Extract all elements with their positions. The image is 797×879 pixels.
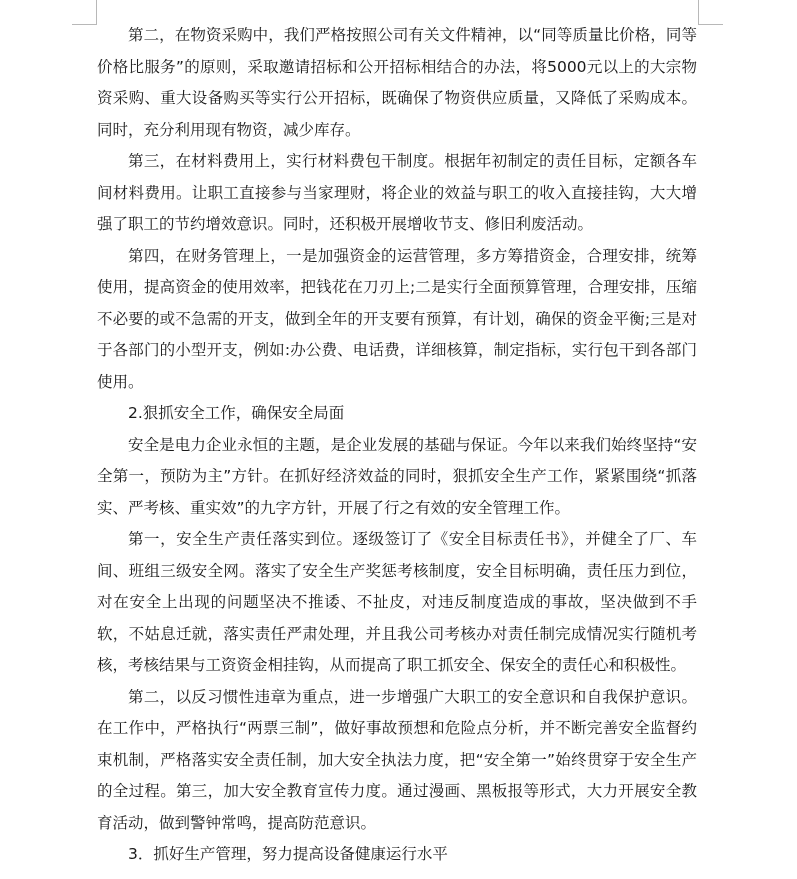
paragraph-safety-awareness: 第二，以反习惯性违章为重点，进一步增强广大职工的安全意识和自我保护意识。在工作中，严格执行“两票三制”，做好事故预想和危险点分析，并不断完善安全监督约束机制，严格落实安全责任制，加大安全执法力度，把“安全第一”始终贯穿于安全生产的全过程。第三，加大安全教育宣传力度。通过漫画、黑板报等形式，大力开展安全教育活动，做到警钟常鸣，提高防范意识。	[97, 687, 697, 832]
section-heading-safety: 2.狠抓安全工作，确保安全局面	[128, 404, 345, 422]
paragraph-material-cost: 第三，在材料费用上，实行材料费包干制度。根据年初制定的责任目标，定额各车间材料费用。让职工直接参与当家理财，将企业的效益与职工的收入直接挂钩，大大增强了职工的节约增效意识。同时，还积极开展增收节支、修旧利废活动。	[97, 152, 697, 233]
paragraph-safety-intro: 安全是电力企业永恒的主题，是企业发展的基础与保证。今年以来我们始终坚持“安全第一，预防为主”方针。在抓好经济效益的同时，狠抓安全生产工作，紧紧围绕“抓落实、严考核、重实效”的九字方针，开展了行之有效的安全管理工作。	[97, 435, 697, 517]
margin-corner-top-left	[72, 0, 97, 25]
document-body	[97, 20, 697, 871]
margin-corner-top-right	[698, 0, 723, 25]
paragraph-safety-responsibility: 第一，安全生产责任落实到位。逐级签订了《安全目标责任书》，并健全了厂、车间、班组三级安全网。落实了安全生产奖惩考核制度，安全目标明确，责任压力到位，对在安全上出现的问题坚决不推诿、不扯皮，对违反制度造成的事故，坚决做到不手软，不姑息迁就，落实责任严肃处理，并且我公司考核办对责任制完成情况实行随机考核，考核结果与工资资金相挂钩，从而提高了职工抓安全、保安全的责任心和积极性。	[97, 530, 697, 674]
paragraph-finance: 第四，在财务管理上，一是加强资金的运营管理，多方筹措资金，合理安排，统筹使用，提高资金的使用效率，把钱花在刀刃上;二是实行全面预算管理，合理安排，压缩不必要的或不急需的开支，做到全年的开支要有预算，有计划，确保的资金平衡;三是对于各部门的小型开支，例如:办公费、电话费，详细核算，制定指标，实行包干到各部门使用。	[97, 246, 697, 391]
section-heading-production: 3．抓好生产管理，努力提高设备健康运行水平	[128, 845, 448, 863]
paragraph-procurement: 第二，在物资采购中，我们严格按照公司有关文件精神，以“同等质量比价格，同等价格比服务”的原则，采取邀请招标和公开招标相结合的办法，将5000元以上的大宗物资采购、重大设备购买等实行公开招标，既确保了物资供应质量，又降低了采购成本。同时，充分利用现有物资，减少库存。	[97, 26, 697, 139]
